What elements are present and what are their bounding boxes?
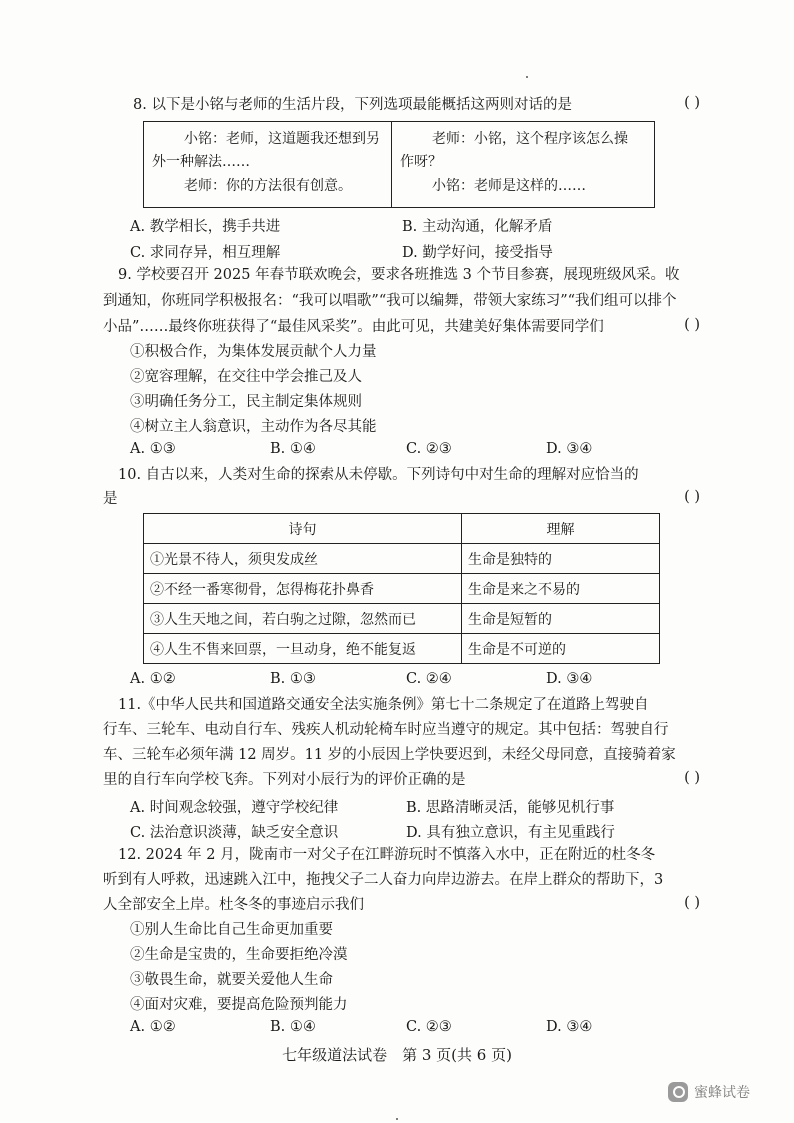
q9-option-b: B. ①④ [270, 441, 316, 457]
poem-cell: ④人生不售来回票，一旦动身，绝不能复返 [144, 634, 462, 664]
q8-answer-paren: ( ) [684, 95, 700, 111]
watermark-text: 蜜蜂试卷 [694, 1085, 750, 1101]
bee-logo-icon [668, 1082, 688, 1102]
q11-option-c: C. 法治意识淡薄，缺乏安全意识 [130, 825, 339, 841]
q8-left-dialog-line: 老师：你的方法很有创意。 [184, 178, 352, 194]
q11-option-a: A. 时间观念较强，遵守学校纪律 [130, 800, 339, 816]
q9-item: ③明确任务分工，民主制定集体规则 [130, 394, 362, 410]
q11-stem-line: 车、三轮车必须年满 12 周岁。11 岁的小辰因上学快要迟到，未经父母同意，直接骑着家 [103, 747, 676, 763]
q10-option-d: D. ③④ [546, 671, 593, 687]
q12-stem-line: 12. 2024 年 2 月，陇南市一对父子在江畔游玩时不慎落入水中，正在附近的杜冬冬 [118, 847, 656, 863]
q9-option-c: C. ②③ [406, 441, 452, 457]
understanding-cell: 生命是不可逆的 [462, 634, 660, 664]
q9-item: ①积极合作，为集体发展贡献个人力量 [130, 344, 377, 360]
q10-answer-paren: ( ) [684, 489, 700, 505]
q9-answer-paren: ( ) [684, 317, 700, 333]
q11-option-d: D. 具有独立意识，有主见重践行 [406, 825, 615, 841]
q12-stem-line: 人全部安全上岸。杜冬冬的事迹启示我们 [103, 897, 364, 913]
poem-cell: ①光景不待人，须臾发成丝 [144, 544, 462, 574]
poem-cell: ③人生天地之间，若白驹之过隙，忽然而已 [144, 604, 462, 634]
q8-right-dialog-line: 作呀？ [400, 154, 442, 170]
q12-option-b: B. ①④ [270, 1019, 316, 1035]
table-header-poem: 诗句 [144, 514, 462, 544]
watermark-logo [668, 1082, 750, 1102]
scan-dot [396, 1118, 398, 1120]
q11-option-b: B. 思路清晰灵活，能够见机行事 [406, 800, 615, 816]
q8-stem: 8. 以下是小铭与老师的生活片段，下列选项最能概括这两则对话的是 [133, 97, 572, 113]
q10-option-b: B. ①③ [270, 671, 316, 687]
q9-stem-line: 小品”……最终你班获得了“最佳风采奖”。由此可见，共建美好集体需要同学们 [103, 319, 604, 335]
q10-stem-line: 是 [103, 491, 118, 507]
q9-item: ②宽容理解，在交往中学会推己及人 [130, 369, 362, 385]
q12-option-d: D. ③④ [546, 1019, 593, 1035]
table-row [144, 634, 660, 664]
q8-right-dialog-line: 小铭：老师是这样的…… [432, 178, 586, 194]
table-row [144, 604, 660, 634]
q12-item: ①别人生命比自己生命更加重要 [130, 922, 333, 938]
table-header-understanding: 理解 [462, 514, 660, 544]
q8-left-dialog-line: 外一种解法…… [152, 154, 250, 170]
table-row [144, 544, 660, 574]
q8-option-b: B. 主动沟通，化解矛盾 [402, 219, 553, 235]
understanding-cell: 生命是短暂的 [462, 604, 660, 634]
q8-option-a: A. 教学相长，携手共进 [130, 219, 281, 235]
q9-stem-line: 到通知，你班同学积极报名：“我可以唱歌”“我可以编舞，带领大家练习”“我们组可以排个 [103, 293, 677, 309]
q8-left-dialog-line: 小铭：老师，这道题我还想到另 [184, 131, 380, 147]
q12-item: ④面对灾难，要提高危险预判能力 [130, 997, 348, 1013]
page-footer: 七年级道法试卷 第 3 页(共 6 页) [282, 1046, 512, 1064]
q8-dialog-box [143, 121, 655, 208]
q12-option-a: A. ①② [130, 1019, 176, 1035]
q8-right-dialog-line: 老师：小铭，这个程序该怎么操 [432, 131, 628, 147]
q9-stem-line: 9. 学校要召开 2025 年春节联欢晚会，要求各班推选 3 个节目参赛，展现班级风采。收 [118, 267, 680, 283]
q11-answer-paren: ( ) [684, 770, 700, 786]
q10-stem-line: 10. 自古以来，人类对生命的探索从未停歇。下列诗句中对生命的理解对应恰当的 [118, 467, 639, 483]
poem-cell: ②不经一番寒彻骨，怎得梅花扑鼻香 [144, 574, 462, 604]
q9-item: ④树立主人翁意识，主动作为各尽其能 [130, 419, 377, 435]
q10-option-c: C. ②④ [406, 671, 452, 687]
q12-item: ②生命是宝贵的，生命要拒绝冷漠 [130, 947, 348, 963]
q12-item: ③敬畏生命，就要关爱他人生命 [130, 972, 333, 988]
understanding-cell: 生命是独特的 [462, 544, 660, 574]
q11-stem-line: 行车、三轮车、电动自行车、残疾人机动轮椅车时应当遵守的规定。其中包括：驾驶自行 [103, 722, 669, 738]
q9-option-d: D. ③④ [546, 441, 593, 457]
q8-option-d: D. 勤学好问，接受指导 [402, 245, 553, 261]
understanding-cell: 生命是来之不易的 [462, 574, 660, 604]
q12-answer-paren: ( ) [684, 895, 700, 911]
scan-dot [526, 76, 528, 78]
q11-stem-line: 11.《中华人民共和国道路交通安全法实施条例》第七十二条规定了在道路上驾驶自 [118, 697, 649, 713]
q12-stem-line: 听到有人呼救，迅速跳入江中，拖拽父子二人奋力向岸边游去。在岸上群众的帮助下，3 [103, 872, 664, 888]
q9-option-a: A. ①③ [130, 441, 176, 457]
q10-option-a: A. ①② [130, 671, 176, 687]
table-row [144, 574, 660, 604]
q12-option-c: C. ②③ [406, 1019, 452, 1035]
q10-poem-table [143, 513, 660, 664]
q11-stem-line: 里的自行车向学校飞奔。下列对小辰行为的评价正确的是 [103, 772, 466, 788]
q8-option-c: C. 求同存异，相互理解 [130, 245, 281, 261]
